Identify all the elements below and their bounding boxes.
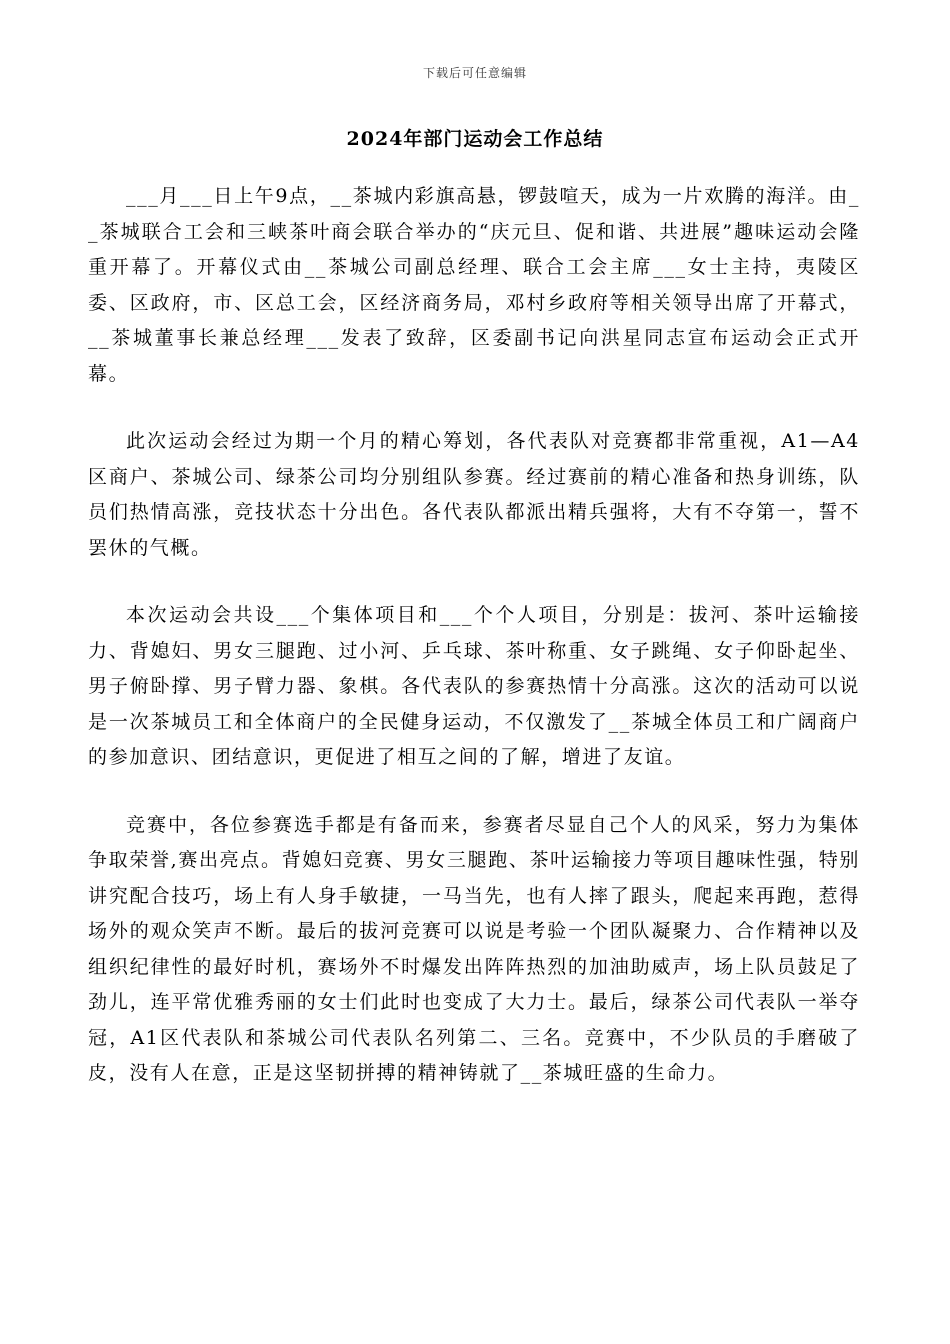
paragraph-competition: 竞赛中，各位参赛选手都是有备而来，参赛者尽显自己个人的风采，努力为集体争取荣誉,赛出亮点。背媳妇竞赛、男女三腿跑、茶叶运输接力等项目趣味性强，特别讲究配合技巧，场上有人身手敏捷，一马当先，也有人摔了跟头，爬起来再跑，惹得场外的观众笑声不断。最后的拔河竞赛可以说是考验一个团队凝聚力、合作精神以及组织纪律性的最好时机，赛场外不时爆发出阵阵热烈的加油助威声，场上队员鼓足了劲儿，连平常优雅秀丽的女士们此时也变成了大力士。最后，绿茶公司代表队一举夺冠，A1区代表队和茶城公司代表队名列第二、三名。竞赛中，不少队员的手磨破了皮，没有人在意，正是这坚韧拼搏的精神铸就了__茶城旺盛的生命力。 bbox=[88, 813, 860, 1084]
paragraph-preparation: 此次运动会经过为期一个月的精心筹划，各代表队对竞赛都非常重视，A1—A4区商户、茶城公司、绿茶公司均分别组队参赛。经过赛前的精心准备和热身训练，队员们热情高涨，竞技状态十分出色。各代表队都派出精兵强将，大有不夺第一，誓不罢休的气概。 bbox=[88, 430, 860, 559]
document-body bbox=[88, 179, 860, 1124]
paragraph-opening-ceremony: ___月___日上午9点，__茶城内彩旗高悬，锣鼓喧天，成为一片欢腾的海洋。由__茶城联合工会和三峡茶叶商会联合举办的“庆元旦、促和谐、共进展”趣味运动会隆重开幕了。开幕仪式由__茶城公司副总经理、联合工会主席___女士主持，夷陵区委、区政府，市、区总工会，区经济商务局，邓村乡政府等相关领导出席了开幕式，__茶城董事长兼总经理___发表了致辞，区委副书记向洪星同志宣布运动会正式开幕。 bbox=[88, 185, 860, 385]
header-note: 下载后可任意编辑 bbox=[422, 66, 527, 80]
document-title: 2024年部门运动会工作总结 bbox=[346, 128, 604, 150]
paragraph-events: 本次运动会共设___个集体项目和___个个人项目，分别是：拔河、茶叶运输接力、背媳妇、男女三腿跑、过小河、乒乓球、茶叶称重、女子跳绳、女子仰卧起坐、男子俯卧撑、男子臂力器、象棋。各代表队的参赛热情十分高涨。这次的活动可以说是一次茶城员工和全体商户的全民健身运动，不仅激发了__茶城全体员工和广阔商户的参加意识、团结意识，更促进了相互之间的了解，增进了友谊。 bbox=[88, 604, 860, 768]
